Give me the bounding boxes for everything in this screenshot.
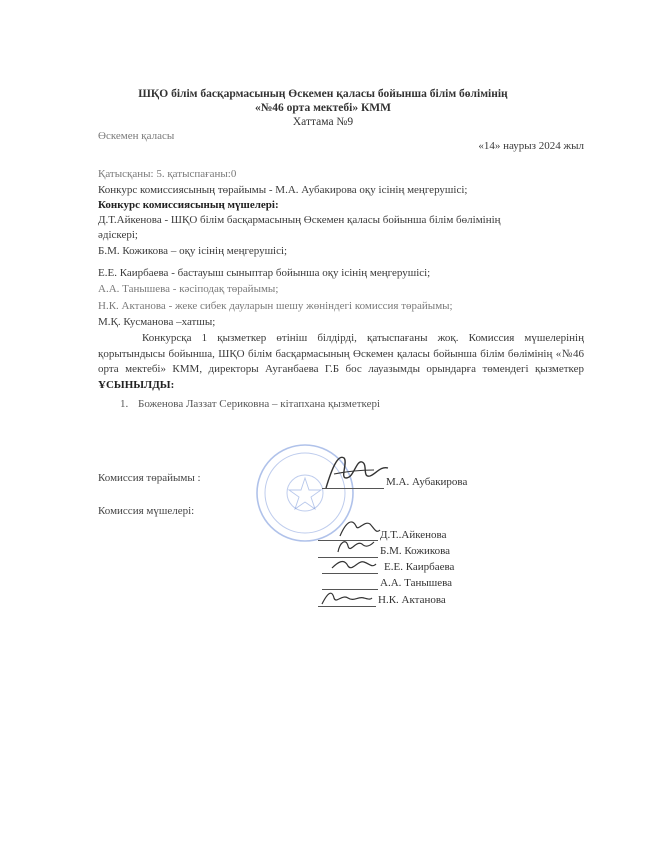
member-line: Н.К. Актанова - жеке сибек дауларын шешу жөніндегі комиссия төрайымы;	[98, 300, 453, 312]
decision-emphasis: ҰСЫНЫЛДЫ:	[98, 378, 175, 391]
city-label: Өскемен қаласы	[98, 130, 175, 142]
member-line: Б.М. Кожикова – оқу ісінің меңгерушісі;	[98, 245, 288, 257]
member-line: А.А. Танышева - кәсіподақ төрайымы;	[98, 283, 279, 295]
chair-signature-line	[322, 488, 384, 489]
member-line: М.Қ. Кусманова –хатшы;	[98, 316, 216, 328]
member-name: Н.К. Актанова	[378, 594, 446, 606]
member-line: Е.Е. Каирбаева - бастауыш сыныптар бойынша оқу ісінің меңгерушісі;	[98, 267, 431, 279]
header-line-1: ШҚО білім басқармасының Өскемен қаласы бойынша білім бөлімінің	[138, 88, 508, 100]
member-line: әдіскері;	[98, 229, 138, 241]
members-signature-label: Комиссия мүшелері:	[98, 505, 195, 517]
member-name: Б.М. Кожикова	[380, 545, 451, 557]
member-name: А.А. Танышева	[380, 577, 453, 589]
member-line: Д.Т.Айкенова - ШҚО білім басқармасының Өскемен қаласы бойынша білім бөлімінің	[98, 214, 501, 226]
attendance: Қатысқаны: 5. қатыспағаны:0	[98, 168, 237, 180]
protocol-date: «14» наурыз 2024 жыл	[478, 140, 584, 152]
decision-text: Конкурсқа 1 қызметкер өтініш білдірді, қатыспағаны жоқ. Комиссия мүшелерінің қорытындысы бойынша, ШҚО білім басқармасының Өскемен қаласы бойынша білім бөлімінің «№46 орта мектебі» КММ, директоры Ауганбаева Г.Б бос лауазымды орындарға төмендегі қызметкер	[98, 332, 584, 375]
decision-paragraph	[98, 331, 584, 393]
chair-name: М.А. Аубакирова	[386, 476, 468, 488]
chair-line: Конкурс комиссиясының төрайымы - М.А. Аубакирова оқу ісінің меңгерушісі;	[98, 184, 468, 196]
header-school-name: «№46 орта мектебі» КММ	[254, 102, 392, 114]
member-signature-line	[322, 573, 378, 574]
member-name: Е.Е. Каирбаева	[384, 561, 455, 573]
recommended-number: 1.	[120, 398, 129, 410]
member-name: Д.Т..Айкенова	[380, 529, 447, 541]
protocol-number: Хаттама №9	[292, 116, 354, 128]
member-signature-line	[318, 606, 376, 607]
chair-signature-label: Комиссия төрайымы :	[98, 472, 201, 484]
members-heading: Конкурс комиссиясының мүшелері:	[98, 199, 279, 211]
recommended-person: Боженова Лаззат Сериковна – кітапхана қызметкері	[138, 398, 381, 410]
